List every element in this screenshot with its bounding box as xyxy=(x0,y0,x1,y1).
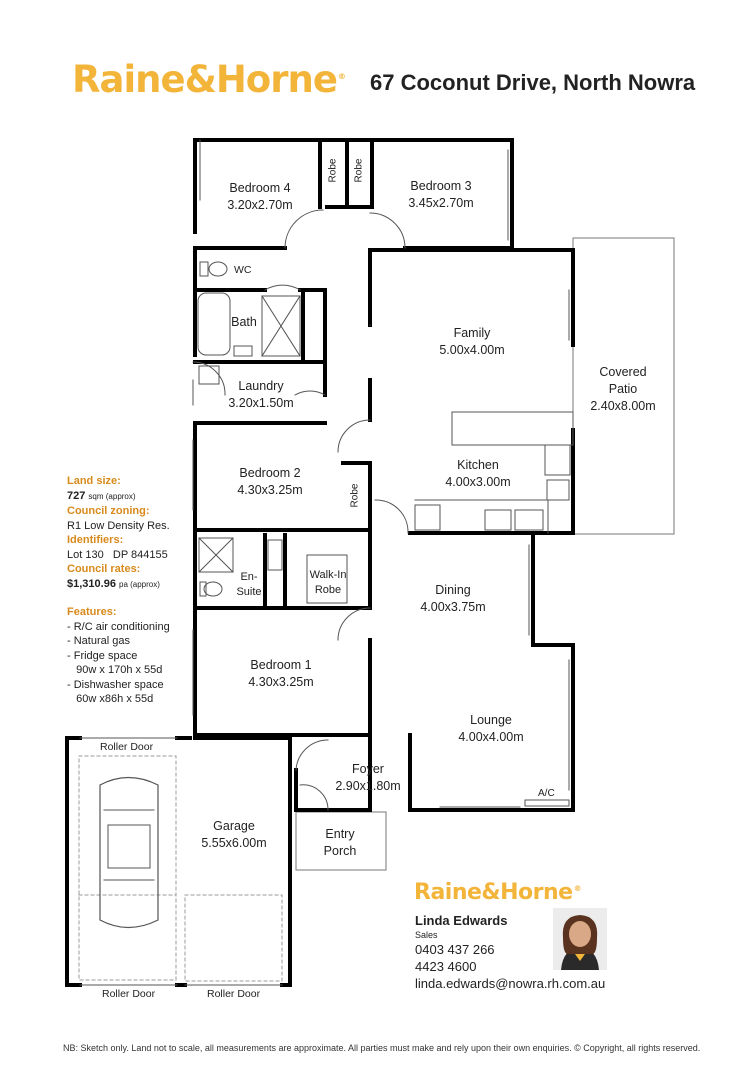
room-walk-in-robe: Walk-In Robe xyxy=(309,569,347,596)
feature-item: 60w x86h x 55d xyxy=(67,693,154,705)
room-entry-porch: Entry Porch xyxy=(323,827,357,858)
agent-email[interactable]: linda.edwards@nowra.rh.com.au xyxy=(415,976,606,991)
zoning-value: R1 Low Density Res. xyxy=(67,519,170,532)
agent-phone-mobile[interactable]: 0403 437 266 xyxy=(415,942,495,957)
room-bedroom-3: Bedroom 3 3.45x2.70m xyxy=(408,179,474,210)
room-covered-patio: Covered Patio 2.40x8.00m xyxy=(590,365,656,413)
dp-number: DP 844155 xyxy=(112,548,168,561)
feature-item: - Fridge space xyxy=(67,649,138,662)
brand-logo: Raine&Horne® xyxy=(72,58,345,101)
agent-photo xyxy=(553,908,607,970)
features-heading: Features: xyxy=(67,606,117,618)
room-family: Family 5.00x4.00m xyxy=(439,326,505,357)
property-address: 67 Coconut Drive, North Nowra xyxy=(370,70,696,95)
land-size-unit: sqm (approx) xyxy=(88,491,136,501)
rates-unit: pa (approx) xyxy=(119,579,160,589)
rates-heading: Council rates: xyxy=(67,563,141,575)
room-dining: Dining 4.00x3.75m xyxy=(420,583,486,614)
room-laundry: Laundry 3.20x1.50m xyxy=(228,379,294,410)
agent-name: Linda Edwards xyxy=(415,913,508,928)
room-bedroom-2: Bedroom 2 4.30x3.25m xyxy=(237,466,303,497)
roller-door-top: Roller Door xyxy=(100,741,154,753)
room-garage: Garage 5.55x6.00m xyxy=(201,819,267,850)
roller-door-bottom-left: Roller Door xyxy=(102,988,156,1000)
identifiers-heading: Identifiers: xyxy=(67,534,124,546)
room-foyer: Foyer 2.90x1.80m xyxy=(335,762,401,793)
room-lounge: Lounge 4.00x4.00m xyxy=(458,713,524,744)
room-robe-b: Robe xyxy=(353,158,365,183)
lot-number: Lot 130 xyxy=(67,548,104,561)
feature-item: - Dishwasher space xyxy=(67,678,164,691)
roller-door-bottom-right: Roller Door xyxy=(207,988,261,1000)
room-bedroom-1: Bedroom 1 4.30x3.25m xyxy=(248,658,314,689)
feature-item: 90w x 170h x 55d xyxy=(67,664,163,676)
feature-item: - R/C air conditioning xyxy=(67,620,170,633)
room-bath: Bath xyxy=(231,315,257,329)
ac-label: A/C xyxy=(538,788,555,799)
room-robe-a: Robe xyxy=(327,158,339,183)
feature-item: - Natural gas xyxy=(67,635,130,647)
disclaimer: NB: Sketch only. Land not to scale, all measurements are approximate. All parties must make and rely upon their own enquiries. © Copyright, all rights reserved. xyxy=(63,1043,701,1053)
rates-value: $1,310.96 xyxy=(67,577,116,590)
room-en-suite: En- Suite xyxy=(236,571,262,598)
room-kitchen: Kitchen 4.00x3.00m xyxy=(445,458,511,489)
room-wc: WC xyxy=(234,264,252,276)
zoning-heading: Council zoning: xyxy=(67,505,150,517)
agent-role: Sales xyxy=(415,930,438,940)
land-size-heading: Land size: xyxy=(67,475,121,487)
agent-phone-office[interactable]: 4423 4600 xyxy=(415,959,477,974)
land-size-value: 727 xyxy=(67,489,86,502)
room-bedroom-4: Bedroom 4 3.20x2.70m xyxy=(227,181,293,212)
room-robe-c: Robe xyxy=(349,483,361,508)
property-details xyxy=(67,474,170,707)
agent-brand-logo: Raine&Horne® xyxy=(414,880,582,905)
